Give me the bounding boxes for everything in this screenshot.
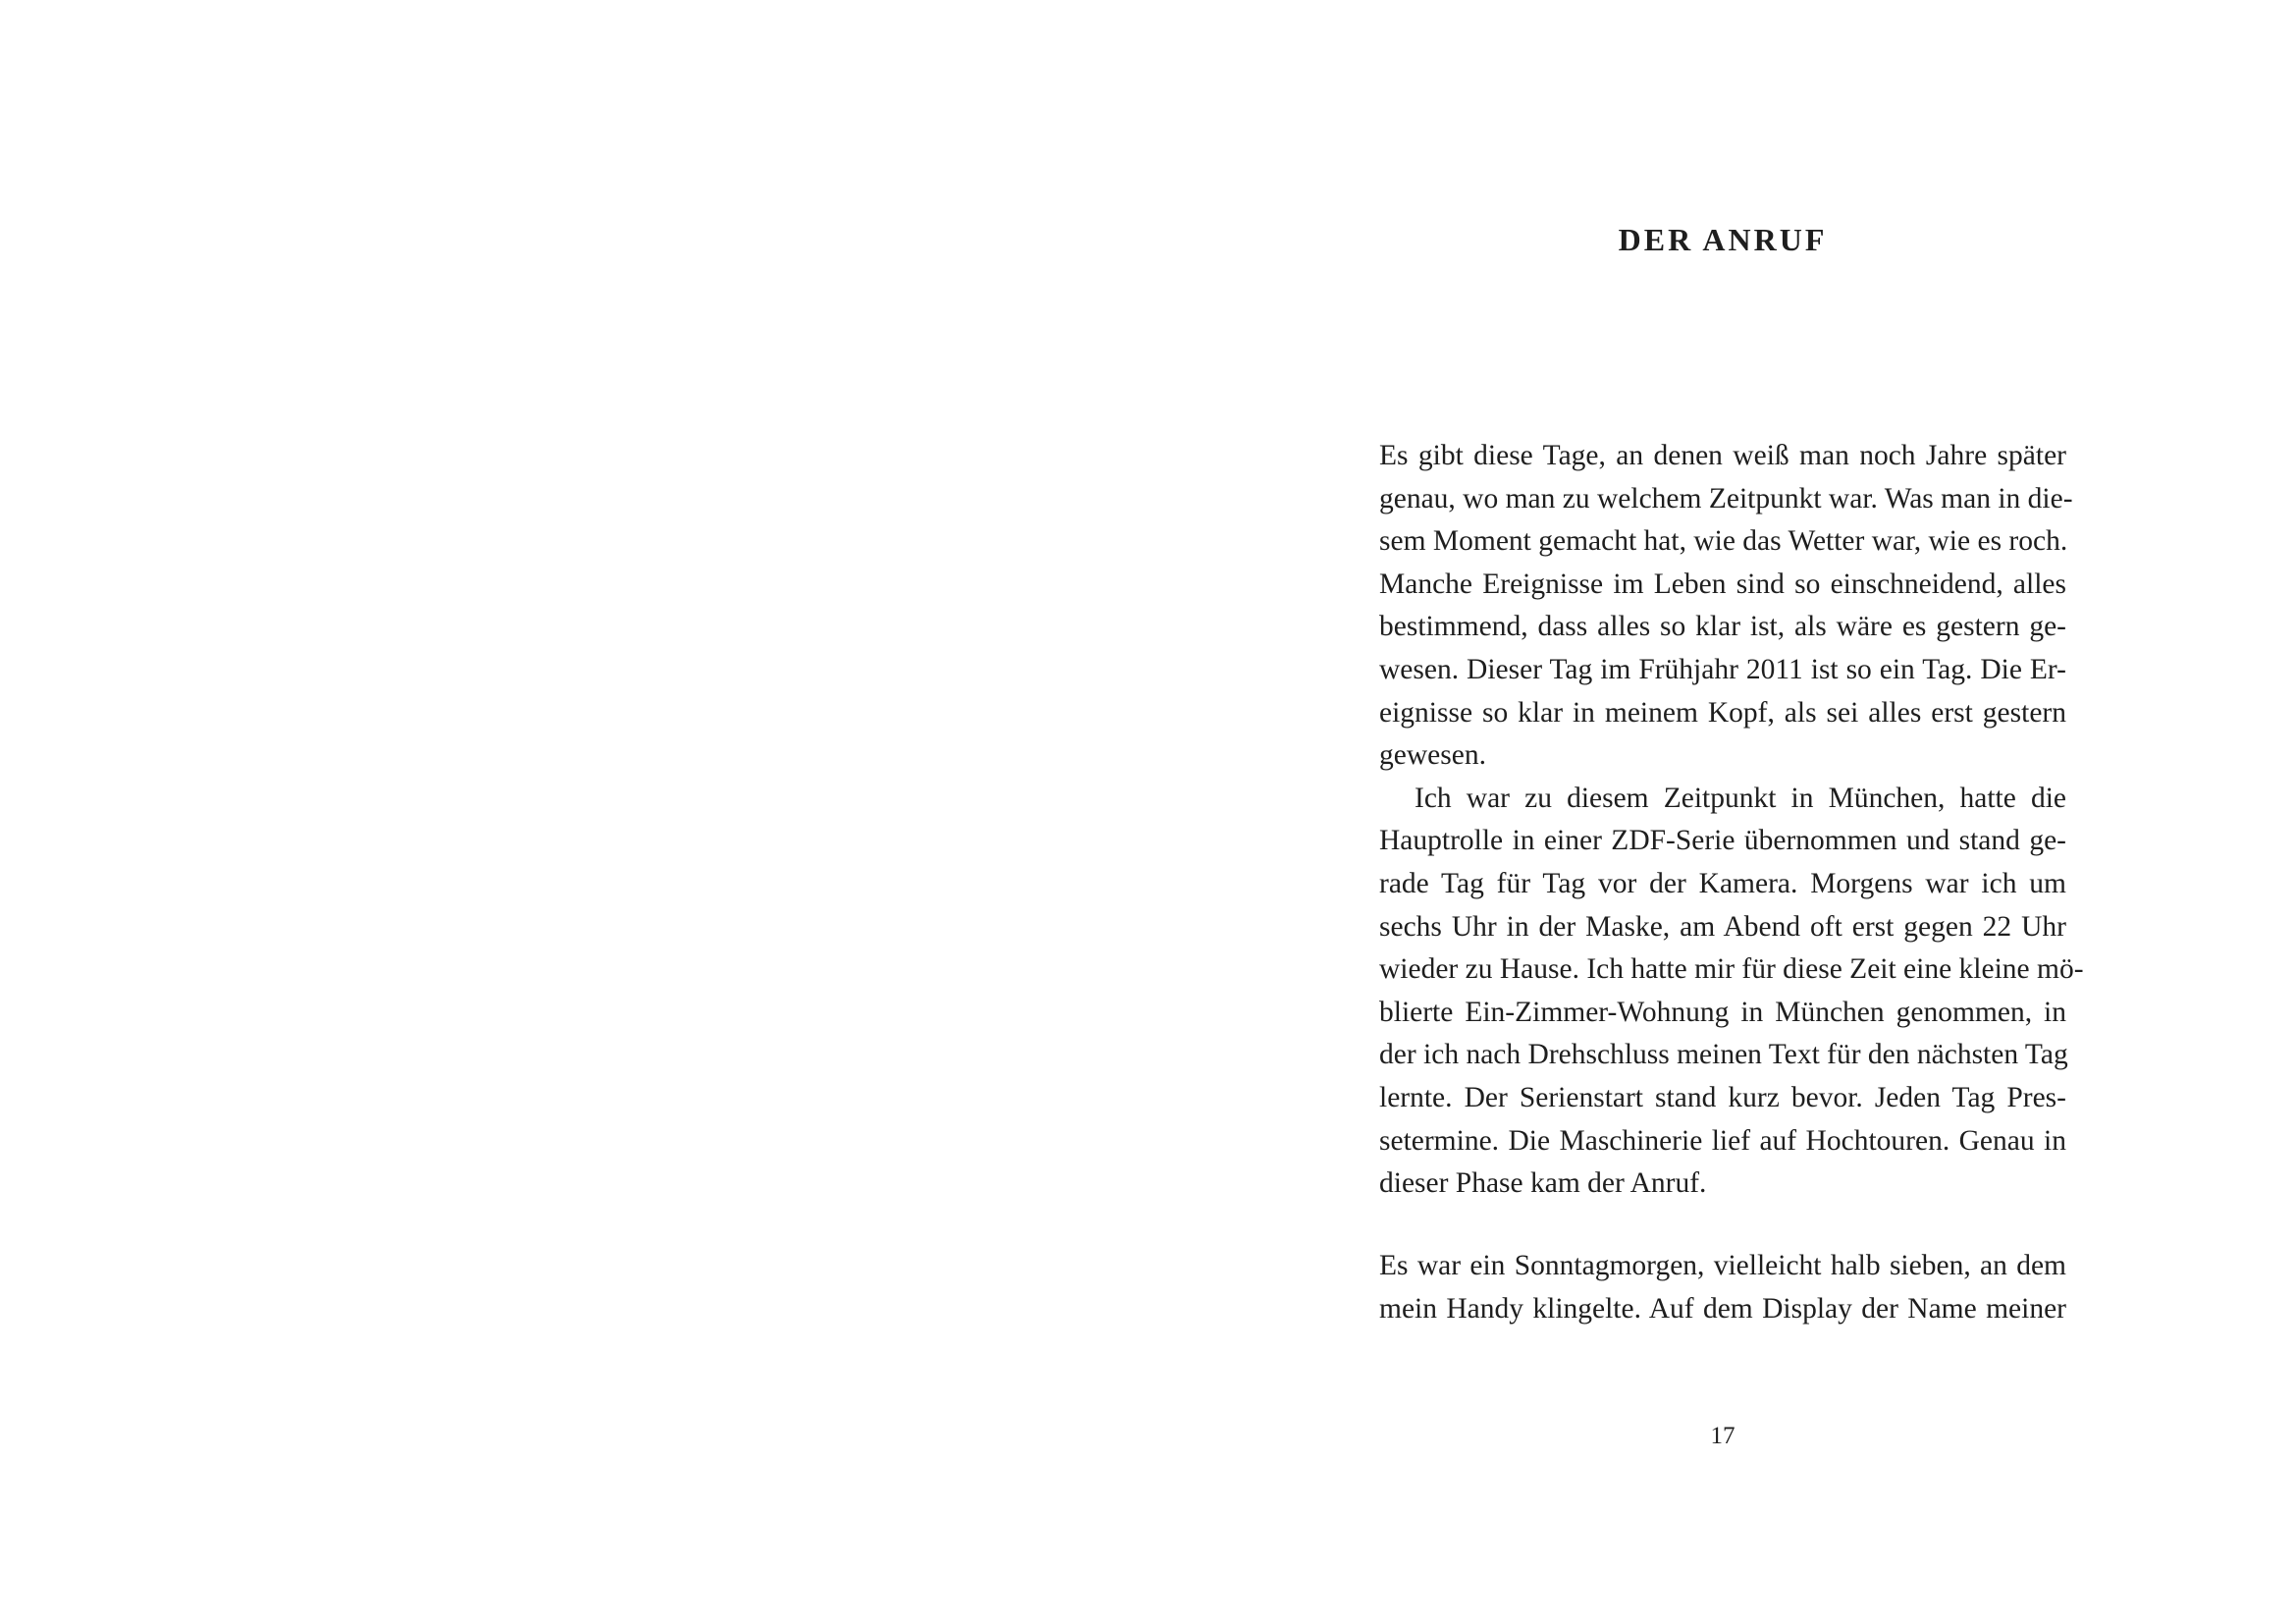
text-line: setermine. Die Maschinerie lief auf Hochtouren. Genau in — [1379, 1124, 2066, 1157]
text-line: mein Handy klingelte. Auf dem Display der Name meiner — [1379, 1292, 2066, 1325]
text-line: sechs Uhr in der Maske, am Abend oft erst gegen 22 Uhr — [1379, 910, 2066, 943]
text-line: Es war ein Sonntagmorgen, vielleicht halb sieben, an dem — [1379, 1250, 2066, 1281]
text-line: wieder zu Hause. Ich hatte mir für diese Zeit eine kleine mö- — [1379, 953, 2084, 986]
text-line: dieser Phase kam der Anruf. — [1379, 1167, 1707, 1200]
page-number: 17 — [1710, 1423, 1735, 1449]
text-line: genau, wo man zu welchem Zeitpunkt war. Was man in die- — [1379, 482, 2073, 514]
text-line: lernte. Der Serienstart stand kurz bevor. Jeden Tag Pres- — [1379, 1081, 2066, 1113]
text-line: Es gibt diese Tage, an denen weiß man noch Jahre später — [1379, 440, 2066, 471]
body-text-block-2 — [1379, 1245, 2066, 1330]
text-line: bestimmend, dass alles so klar ist, als wäre es gestern ge- — [1379, 611, 2066, 643]
chapter-title: DER ANRUF — [1618, 222, 1828, 257]
text-line: rade Tag für Tag vor der Kamera. Morgens war ich um — [1379, 867, 2066, 899]
body-text-block-1 — [1379, 435, 2084, 1206]
text-line: Manche Ereignisse im Leben sind so einschneidend, alles — [1379, 568, 2066, 600]
text-line: der ich nach Drehschluss meinen Text für den nächsten Tag — [1379, 1039, 2068, 1071]
text-line: blierte Ein-Zimmer-Wohnung in München genommen, in — [1379, 996, 2066, 1028]
text-line: Ich war zu diesem Zeitpunkt in München, hatte die — [1415, 782, 2066, 814]
text-line: gewesen. — [1379, 739, 1486, 772]
text-line: sem Moment gemacht hat, wie das Wetter war, wie es roch. — [1379, 525, 2068, 558]
text-line: eignisse so klar in meinem Kopf, als sei alles erst gestern — [1379, 696, 2066, 729]
text-line: wesen. Dieser Tag im Frühjahr 2011 ist so ein Tag. Die Er- — [1379, 653, 2066, 685]
text-line: Hauptrolle in einer ZDF-Serie übernommen und stand ge- — [1379, 825, 2066, 857]
